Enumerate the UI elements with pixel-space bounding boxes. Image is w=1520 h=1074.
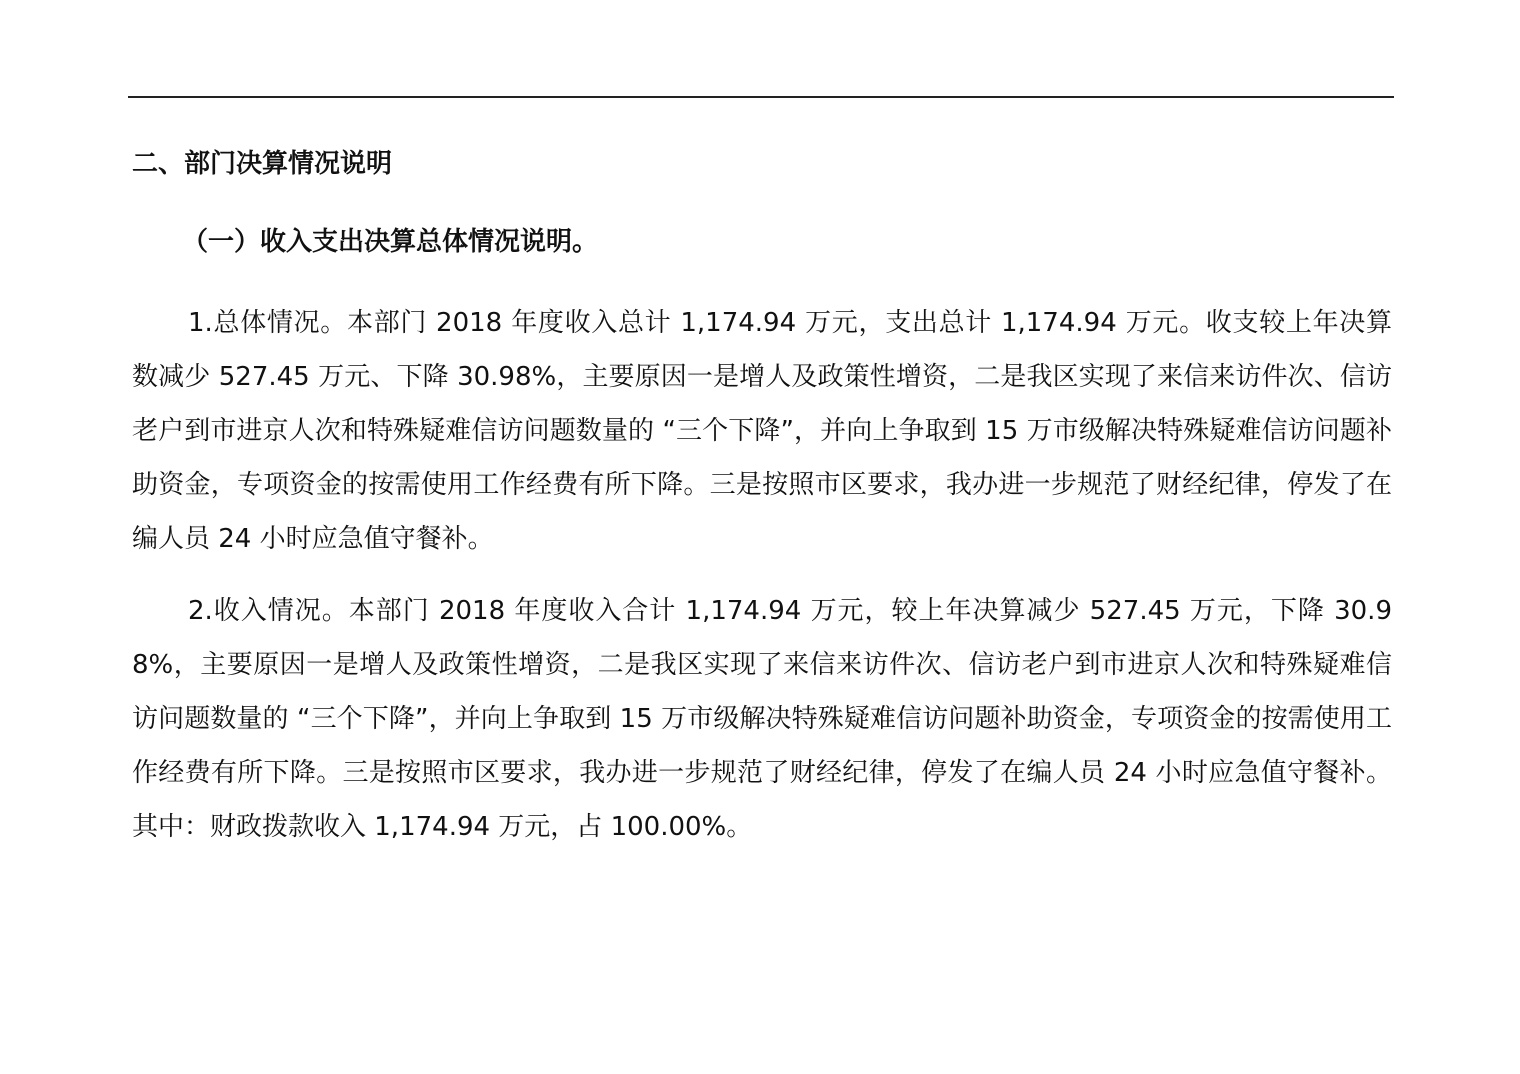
paragraph-income: 2.收入情况。本部门 2018 年度收入合计 1,174.94 万元，较上年决算减少 527.45 万元，下降 30.98%，主要原因一是增人及政策性增资，二是我区实现了来信来访件次、信访老户到市进京人次和特殊疑难信访问题数量的 “三个下降”，并向上争取到 15 万市级解决特殊疑难信访问题补助资金，专项资金的按需使用工作经费有所下降。三是按照市区要求，我办进一步规范了财经纪律，停发了在编人员 24 小时应急值守餐补。其中：财政拨款收入 1,174.94 万元，占 100.00%。 <box>132 596 1392 842</box>
sub-heading: （一）收入支出决算总体情况说明。 <box>182 227 599 257</box>
header-rule <box>128 96 1394 98</box>
section-heading: 二、部门决算情况说明 <box>132 149 393 179</box>
document-body <box>132 140 1392 872</box>
paragraph-overall: 1.总体情况。本部门 2018 年度收入总计 1,174.94 万元，支出总计 1,174.94 万元。收支较上年决算数减少 527.45 万元、下降 30.98%，主要原因一是增人及政策性增资，二是我区实现了来信来访件次、信访老户到市进京人次和特殊疑难信访问题数量的 “三个下降”，并向上争取到 15 万市级解决特殊疑难信访问题补助资金，专项资金的按需使用工作经费有所下降。三是按照市区要求，我办进一步规范了财经纪律，停发了在编人员 24 小时应急值守餐补。 <box>132 308 1392 554</box>
